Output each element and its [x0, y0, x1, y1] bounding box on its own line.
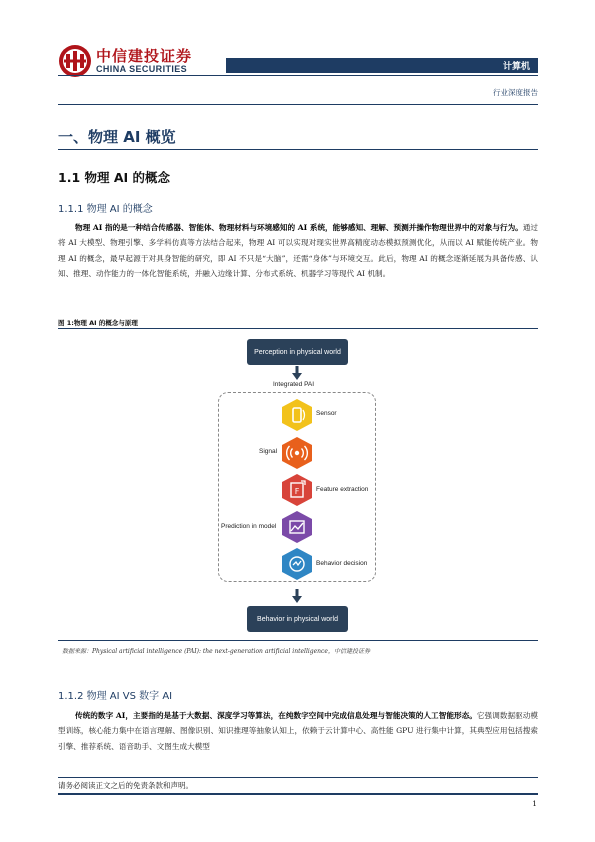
arrow-down-icon	[292, 366, 302, 380]
logo-english-name: CHINA SECURITIES	[96, 64, 188, 74]
prediction-label: Prediction in model	[221, 523, 277, 530]
signal-label: Signal	[259, 448, 278, 455]
sensor-label: Sensor	[316, 410, 337, 417]
subsubsection-title-1: 1.1.1 物理 AI 的概念	[58, 204, 153, 215]
header-divider-2	[58, 104, 538, 105]
svg-text:F: F	[294, 487, 300, 496]
feature-extraction-node-icon	[280, 473, 314, 507]
arrow-down-icon-2	[292, 589, 302, 603]
feature-extraction-label: Feature extraction	[316, 486, 369, 493]
page-number: 1	[532, 799, 537, 808]
section-title: 一、物理 AI 概览	[58, 128, 176, 146]
signal-node-icon	[280, 436, 314, 470]
figure-title: 图 1:物理 AI 的概念与原理	[58, 319, 138, 327]
sector-label: 计算机	[502, 62, 530, 72]
figure-top-rule	[58, 328, 538, 329]
report-type: 行业深度报告	[493, 88, 538, 97]
paragraph-1-body: 通过将 AI 大模型、物理引擎、多学科仿真等方法结合起来，物理 AI 可以实现对现实世界高精度动态模拟预测优化，从而以 AI 赋能传统产业。物理 AI 的概念，最早起源于对具身智能的研究，即 AI 不只是“大脑”，还需“身体”与环境交互。此后，物理 AI 的概念逐渐延展为具备传感、认知、推理、动作能力的一体化智能系统，并融入边缘计算、分布式系统、机器学习等现代 AI 机制。	[58, 223, 538, 278]
behavior-box: Behavior in physical world	[247, 606, 348, 632]
footer-rule	[58, 777, 538, 778]
integrated-pai-label: Integrated PAI	[273, 381, 315, 388]
behavior-decision-node-icon	[280, 547, 314, 581]
perception-box: Perception in physical world	[247, 339, 348, 365]
paragraph-2-lead: 传统的数字 AI，主要指的是基于大数据、深度学习等算法，在纯数字空间中完成信息处理与智能决策的人工智能形态。	[75, 711, 477, 720]
citic-logo-icon	[58, 44, 92, 78]
logo-chinese-name: 中信建投证券	[96, 47, 193, 65]
figure-bottom-rule	[58, 640, 538, 641]
paragraph-2-body: 它强调数据驱动模型训练，核心能力集中在语言理解、图像识别、知识推理等抽象认知上，依赖于云计算中心、高性能 GPU 进行集中计算，其典型应用包括搜索引擎、推荐系统、语音助手、文图生成大模型	[58, 711, 538, 751]
footer-disclaimer: 请务必阅读正文之后的免责条款和声明。	[58, 781, 193, 790]
sensor-node-icon	[280, 398, 314, 432]
section-title-underline	[58, 149, 538, 150]
behavior-decision-label: Behavior decision	[316, 560, 368, 567]
header-divider	[58, 75, 538, 76]
paragraph-1	[58, 220, 538, 281]
footer-rule-2	[58, 793, 538, 795]
subsubsection-title-2: 1.1.2 物理 AI VS 数字 AI	[58, 691, 173, 702]
sector-bar	[226, 58, 538, 73]
paragraph-2	[58, 708, 538, 754]
subsection-title: 1.1 物理 AI 的概念	[58, 170, 171, 185]
paragraph-1-lead: 物理 AI 指的是一种结合传感器、智能体、物理材料与环境感知的 AI 系统，能够感知、理解、预测并操作物理世界中的对象与行为。	[75, 223, 523, 232]
figure-source: 数据来源：Physical artificial intelligence (PAI): the next-generation artificial intelligence，中信建投证券	[62, 648, 370, 655]
prediction-node-icon	[280, 510, 314, 544]
